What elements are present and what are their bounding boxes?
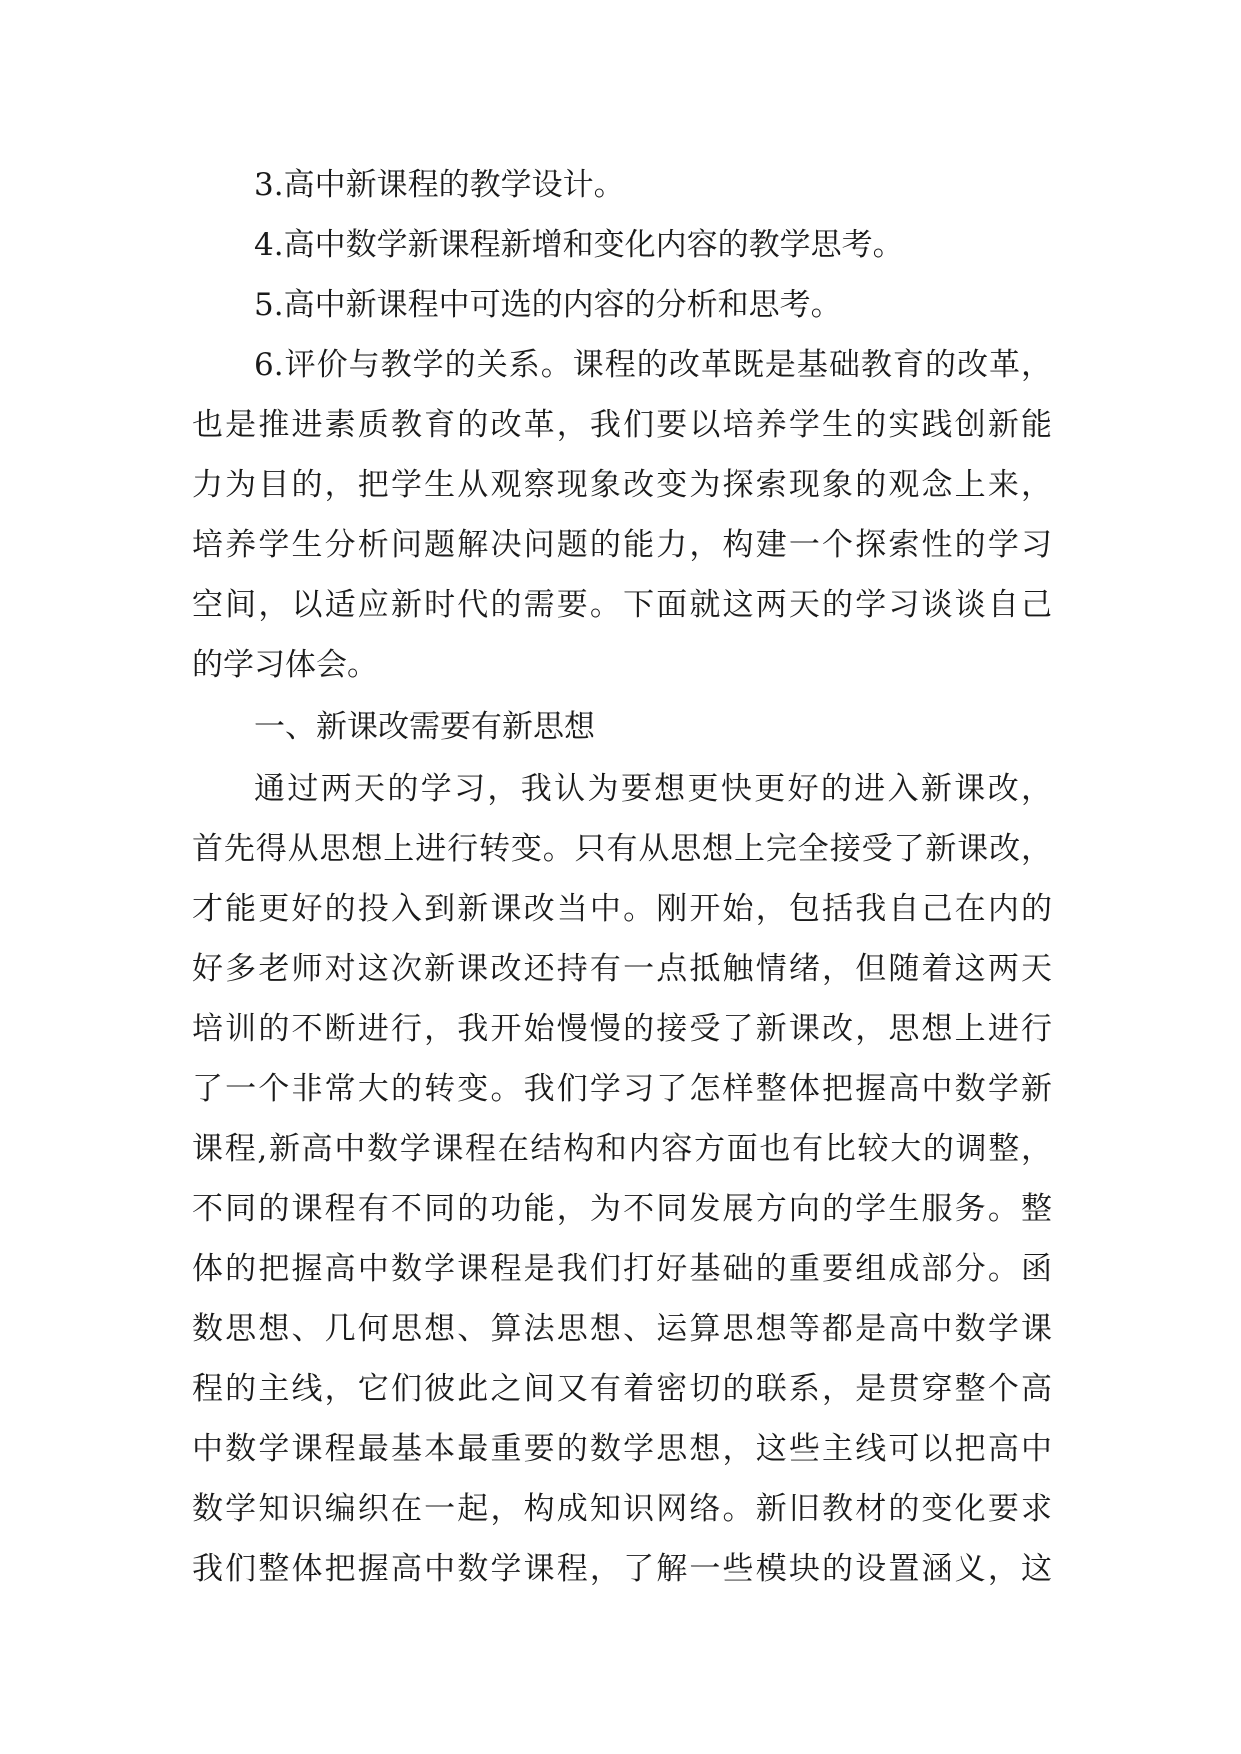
paragraph-line: 力为目的，把学生从观察现象改变为探索现象的观念上来， — [192, 467, 1052, 503]
list-item-3: 3.高中新课程的教学设计。 — [254, 167, 625, 203]
paragraph-line: 数思想、几何思想、算法思想、运算思想等都是高中数学课 — [192, 1311, 1052, 1347]
paragraph-line: 课程,新高中数学课程在结构和内容方面也有比较大的调整， — [192, 1131, 1052, 1167]
paragraph-line: 培养学生分析问题解决问题的能力，构建一个探索性的学习 — [192, 527, 1052, 563]
paragraph-line: 我们整体把握高中数学课程，了解一些模块的设置涵义，这 — [192, 1551, 1052, 1587]
paragraph-line: 体的把握高中数学课程是我们打好基础的重要组成部分。函 — [192, 1251, 1052, 1287]
paragraph-line: 程的主线，它们彼此之间又有着密切的联系，是贯穿整个高 — [192, 1371, 1052, 1407]
paragraph-line: 中数学课程最基本最重要的数学思想，这些主线可以把高中 — [192, 1431, 1052, 1467]
paragraph-line: 首先得从思想上进行转变。只有从思想上完全接受了新课改， — [192, 831, 1052, 867]
paragraph-line: 的学习体会。 — [192, 647, 378, 683]
paragraph-line: 才能更好的投入到新课改当中。刚开始，包括我自己在内的 — [192, 891, 1052, 927]
section-heading: 一、新课改需要有新思想 — [254, 709, 595, 745]
list-item-4: 4.高中数学新课程新增和变化内容的教学思考。 — [254, 227, 904, 263]
paragraph-line: 空间，以适应新时代的需要。下面就这两天的学习谈谈自己 — [192, 587, 1052, 623]
paragraph-line: 了一个非常大的转变。我们学习了怎样整体把握高中数学新 — [192, 1071, 1052, 1107]
paragraph-line: 培训的不断进行，我开始慢慢的接受了新课改，思想上进行 — [192, 1011, 1052, 1047]
paragraph-line: 数学知识编织在一起，构成知识网络。新旧教材的变化要求 — [192, 1491, 1052, 1527]
paragraph-line: 好多老师对这次新课改还持有一点抵触情绪，但随着这两天 — [192, 951, 1052, 987]
list-item-5: 5.高中新课程中可选的内容的分析和思考。 — [254, 287, 842, 323]
list-item-6: 6.评价与教学的关系。课程的改革既是基础教育的改革， — [254, 347, 1052, 383]
paragraph-line: 也是推进素质教育的改革，我们要以培养学生的实践创新能 — [192, 407, 1052, 443]
paragraph-line: 不同的课程有不同的功能，为不同发展方向的学生服务。整 — [192, 1191, 1052, 1227]
paragraph-line: 通过两天的学习，我认为要想更快更好的进入新课改， — [254, 771, 1052, 807]
